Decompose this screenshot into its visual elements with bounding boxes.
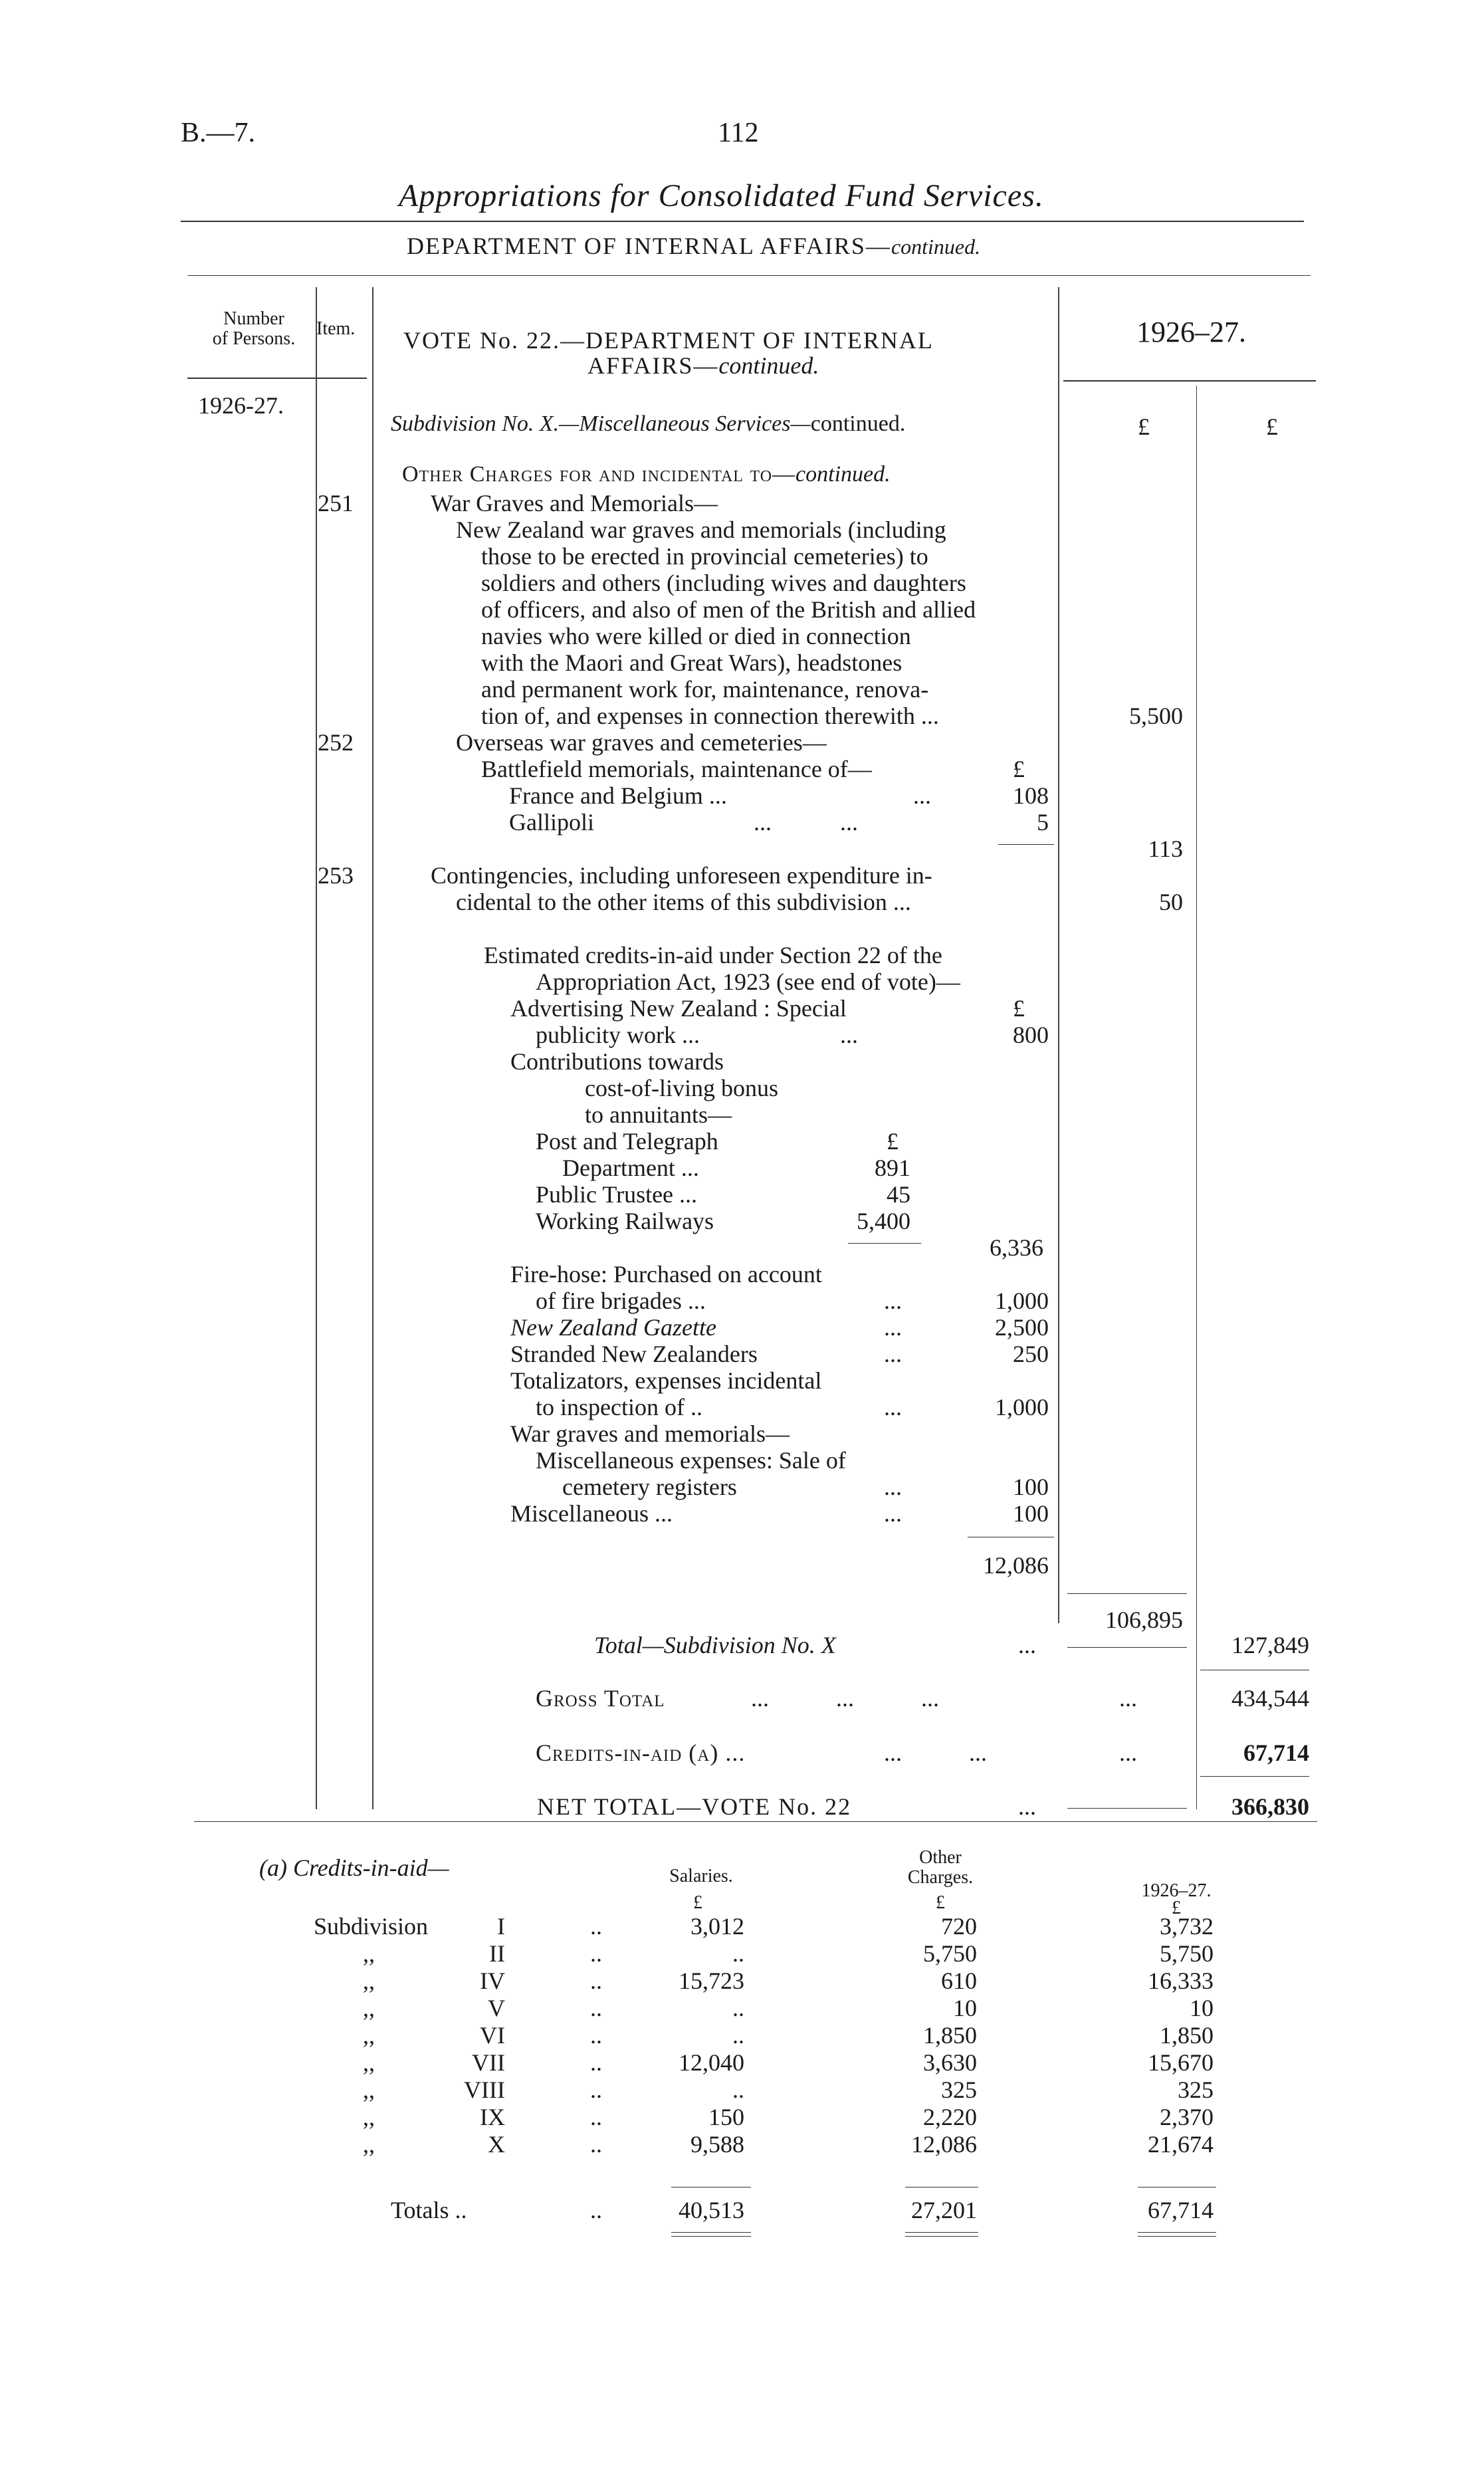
totalizators-line1: Totalizators, expenses incidental [510, 1367, 822, 1394]
pound-column-2: £ [1266, 413, 1278, 440]
year-left-header: 1926-27. [198, 392, 284, 419]
contingencies-amount: 50 [1159, 889, 1183, 915]
footnote-pound-salaries: £ [693, 1892, 702, 1913]
footnote-totals-other: 27,201 [911, 2197, 977, 2223]
fire-hose-line1: Fire-hose: Purchased on account [510, 1261, 822, 1288]
advertising-line1: Advertising New Zealand : Special [510, 995, 847, 1022]
nz-line-4: of officers, and also of men of the British and allied [481, 596, 976, 623]
nz-amount: 5,500 [1129, 703, 1183, 729]
footnote-row-dots: .. [590, 1913, 602, 1940]
footnote-row-dots: .. [590, 1995, 602, 2021]
public-trustee-label: Public Trustee ... [536, 1181, 698, 1208]
advertising-pound: £ [1013, 995, 1025, 1022]
footnote-other-charges: 1,850 [923, 2022, 977, 2049]
footnote-double-other-1 [905, 2232, 978, 2233]
gross-total-amount: 434,544 [1231, 1685, 1309, 1712]
footnote-other-charges: 12,086 [911, 2131, 977, 2158]
credits-in-aid-amount: 67,714 [1243, 1739, 1309, 1766]
footnote-year-total: 1,850 [1160, 2022, 1214, 2049]
footnote-salaries: 3,012 [690, 1913, 744, 1940]
footnote-subdivision-number: IX [480, 2104, 505, 2130]
footnote-pound-year: £ [1172, 1898, 1181, 1918]
advertising-amount: 800 [1013, 1022, 1049, 1048]
footnote-row-dots: .. [590, 2049, 602, 2076]
footnote-double-other-2 [905, 2236, 978, 2237]
footnote-col-other-line1: Other [919, 1847, 962, 1868]
footnote-salaries: .. [732, 1995, 744, 2021]
item-number-251: 251 [318, 490, 354, 516]
nz-line-3: soldiers and others (including wives and daughters [481, 570, 966, 596]
footnote-subdivision-number: V [488, 1995, 505, 2021]
stranded-dots: ... [884, 1341, 902, 1367]
fire-hose-dots: ... [884, 1288, 902, 1314]
subdivision-total-dots: ... [1018, 1632, 1036, 1658]
estimated-credits-line2: Appropriation Act, 1923 (see end of vote)— [536, 968, 960, 995]
footnote-salaries: 15,723 [679, 1967, 744, 1994]
credits-in-aid-mid-dots: ... [1119, 1739, 1137, 1766]
france-belgium-label: France and Belgium ... [509, 782, 727, 809]
footnote-ditto: ,, [363, 1940, 375, 1967]
footnote-row-dots: .. [590, 1940, 602, 1967]
advertising-dots: ... [840, 1022, 858, 1048]
footnote-double-sal-2 [671, 2236, 751, 2237]
footnote-pound-other: £ [936, 1892, 945, 1913]
nz-line-5: navies who were killed or died in connection [481, 623, 911, 649]
overseas-total: 113 [1148, 836, 1183, 862]
footnote-row-dots: .. [590, 1967, 602, 1994]
contributions-line2: cost-of-living bonus [585, 1075, 778, 1101]
gross-total-dots: ... ... ... [751, 1685, 939, 1712]
contingencies-line1: Contingencies, including unforeseen expenditure in- [431, 862, 932, 889]
footnote-col-salaries: Salaries. [669, 1866, 733, 1886]
item-header: Item. [316, 318, 356, 339]
footnote-salaries: .. [732, 1940, 744, 1967]
footnote-subdivision-number: II [489, 1940, 505, 1967]
post-telegraph-line2: Department ... [562, 1155, 699, 1181]
footnote-row-dots: .. [590, 2022, 602, 2049]
net-total-amount: 366,830 [1231, 1793, 1309, 1820]
subdivision-total-label: Total—Subdivision No. X [594, 1632, 836, 1658]
number-line2: of Persons. [212, 328, 296, 349]
footnote-subdivision-number: VI [480, 2022, 505, 2049]
footnote-title-text: (a) Credits-in-aid— [259, 1854, 449, 1881]
department-continued: continued. [891, 235, 981, 259]
footnote-ditto: ,, [363, 2049, 375, 2076]
footnote-totals-salaries: 40,513 [679, 2197, 744, 2223]
miscellaneous-label: Miscellaneous ... [510, 1500, 673, 1527]
page-number: 112 [718, 118, 759, 148]
footnote-year-total: 10 [1190, 1995, 1214, 2021]
item-number-252: 252 [318, 729, 354, 756]
item-number-253: 253 [318, 862, 354, 889]
footnote-row-dots: .. [590, 2104, 602, 2130]
war-graves-heading: War Graves and Memorials— [431, 490, 718, 516]
fire-hose-amount: 1,000 [995, 1288, 1049, 1314]
footnote-salaries: 12,040 [679, 2049, 744, 2076]
gallipoli-amount: 5 [1037, 809, 1049, 836]
miscellaneous-dots: ... [884, 1500, 902, 1527]
gazette-amount: 2,500 [995, 1314, 1049, 1341]
post-telegraph-line1: Post and Telegraph [536, 1128, 718, 1155]
footnote-year-total: 3,732 [1160, 1913, 1214, 1940]
gallipoli-dots-2: ... [840, 809, 858, 836]
footnote-other-charges: 10 [953, 1995, 977, 2021]
footnote-ditto: ,, [363, 1967, 375, 1994]
footnote-year-total: 5,750 [1160, 1940, 1214, 1967]
totalizators-amount: 1,000 [995, 1394, 1049, 1420]
totalizators-line2: to inspection of .. [536, 1394, 702, 1420]
other-charges-title: Other Charges for and incidental to— [402, 462, 796, 487]
working-railways-label: Working Railways [536, 1208, 714, 1234]
footnote-year-total: 16,333 [1148, 1967, 1214, 1994]
footnote-other-charges: 720 [941, 1913, 977, 1940]
gross-total-mid-dots: ... [1119, 1685, 1137, 1712]
estimated-credits-line1: Estimated credits-in-aid under Section 22 of the [484, 942, 942, 968]
department-name: DEPARTMENT OF INTERNAL AFFAIRS— [407, 233, 891, 259]
footnote-subdivision-number: IV [480, 1967, 505, 1994]
footnote-subdivision-number: VIII [464, 2076, 505, 2103]
gazette-dots: ... [884, 1314, 902, 1341]
footnote-subdivision-number: X [488, 2131, 505, 2158]
gross-total-label: Gross Total [536, 1685, 665, 1712]
footnote-year-total: 325 [1178, 2076, 1214, 2103]
working-railways-amount: 5,400 [857, 1208, 910, 1234]
nz-line-1: New Zealand war graves and memorials (including [456, 516, 946, 543]
document-reference: B.—7. [181, 118, 256, 148]
misc-expenses-amount: 100 [1013, 1474, 1049, 1500]
footnote-double-year-1 [1138, 2232, 1216, 2233]
gallipoli-dots-1: ... [754, 809, 772, 836]
contingencies-line2: cidental to the other items of this subdivision ... [456, 889, 911, 915]
footnote-col-year: 1926–27. [1141, 1880, 1212, 1901]
footnote-ditto: ,, [363, 2076, 375, 2103]
contributions-total: 6,336 [990, 1234, 1043, 1261]
footnote-salaries: .. [732, 2022, 744, 2049]
nz-line-7: and permanent work for, maintenance, renova- [481, 676, 929, 703]
subdivision-continued: continued. [810, 411, 906, 436]
totalizators-dots: ... [884, 1394, 902, 1420]
misc-expenses-line2: cemetery registers [562, 1474, 737, 1500]
misc-expenses-dots: ... [884, 1474, 902, 1500]
footnote-totals-label: Totals .. [391, 2197, 467, 2223]
public-trustee-amount: 45 [887, 1181, 910, 1208]
post-telegraph-pound: £ [887, 1128, 899, 1155]
footnote-ditto: ,, [363, 2104, 375, 2130]
footnote-other-charges: 3,630 [923, 2049, 977, 2076]
war-graves-memorials-label: War graves and memorials— [510, 1420, 790, 1447]
vote-continued: continued. [718, 352, 819, 379]
advertising-line2: publicity work ... [536, 1022, 700, 1048]
gallipoli-label: Gallipoli [509, 809, 594, 836]
nz-line-2: those to be erected in provincial cemeteries) to [481, 543, 928, 570]
stranded-amount: 250 [1013, 1341, 1049, 1367]
miscellaneous-amount: 100 [1013, 1500, 1049, 1527]
footnote-year-total: 15,670 [1148, 2049, 1214, 2076]
nz-line-6: with the Maori and Great Wars), headstones [481, 649, 902, 676]
nz-line-8: tion of, and expenses in connection therewith ... [481, 703, 939, 729]
footnote-ditto: ,, [363, 1995, 375, 2021]
net-total-dots: ... [1018, 1793, 1036, 1820]
footnote-totals-year: 67,714 [1148, 2197, 1214, 2223]
vote-affairs: AFFAIRS— [587, 352, 719, 379]
overseas-heading: Overseas war graves and cemeteries— [456, 729, 827, 756]
footnote-subdivision-number: I [497, 1913, 505, 1940]
stranded-label: Stranded New Zealanders [510, 1341, 758, 1367]
year-right-header: 1926–27. [1136, 316, 1246, 348]
footnote-year-total: 2,370 [1160, 2104, 1214, 2130]
net-total-label: NET TOTAL—VOTE No. 22 [537, 1793, 852, 1820]
number-line1: Number [223, 308, 284, 329]
footnote-double-sal-1 [671, 2232, 751, 2233]
credits-in-aid-dots: ... ... [884, 1739, 987, 1766]
post-telegraph-amount: 891 [875, 1155, 910, 1181]
gazette-label: New Zealand Gazette [510, 1314, 716, 1341]
footnote-salaries: .. [732, 2076, 744, 2103]
footnote-row-dots: .. [590, 2131, 602, 2158]
vote-title-line1: VOTE No. 22.—DEPARTMENT OF INTERNAL [403, 327, 934, 354]
footnote-other-charges: 5,750 [923, 1940, 977, 1967]
battlefield-line: Battlefield memorials, maintenance of— [481, 756, 872, 782]
fire-hose-line2: of fire brigades ... [536, 1288, 706, 1314]
footnote-subdivision-number: VII [472, 2049, 505, 2076]
footnote-other-charges: 610 [941, 1967, 977, 1994]
france-belgium-dots: ... [913, 782, 931, 809]
footnote-ditto: ,, [363, 2131, 375, 2158]
contributions-line3: to annuitants— [585, 1101, 732, 1128]
other-charges-continued: continued. [795, 462, 891, 487]
subdivision-total-amount: 127,849 [1231, 1632, 1309, 1658]
misc-expenses-line1: Miscellaneous expenses: Sale of [536, 1447, 846, 1474]
pound-column-1: £ [1138, 413, 1150, 440]
france-belgium-amount: 108 [1013, 782, 1049, 809]
credits-total: 12,086 [983, 1552, 1049, 1579]
footnote-row-dots: .. [590, 2076, 602, 2103]
footnote-ditto: ,, [363, 2022, 375, 2049]
contributions-line1: Contributions towards [510, 1048, 724, 1075]
footnote-other-charges: 2,220 [923, 2104, 977, 2130]
footnote-salaries: 9,588 [690, 2131, 744, 2158]
credits-in-aid-label: Credits-in-aid (a) ... [536, 1739, 746, 1766]
footnote-year-total: 21,674 [1148, 2131, 1214, 2158]
subdivision-mid-total: 106,895 [1105, 1607, 1183, 1633]
page-title: Appropriations for Consolidated Fund Services. [399, 178, 1044, 213]
footnote-col-other-line2: Charges. [907, 1867, 974, 1888]
footnote-salaries: 150 [708, 2104, 744, 2130]
footnote-totals-dots: .. [590, 2197, 602, 2223]
footnote-subdivision-word: Subdivision [314, 1913, 429, 1940]
subdivision-title: Subdivision No. X.—Miscellaneous Services— [391, 411, 811, 436]
battlefield-pound: £ [1013, 756, 1025, 782]
footnote-double-year-2 [1138, 2236, 1216, 2237]
footnote-other-charges: 325 [941, 2076, 977, 2103]
